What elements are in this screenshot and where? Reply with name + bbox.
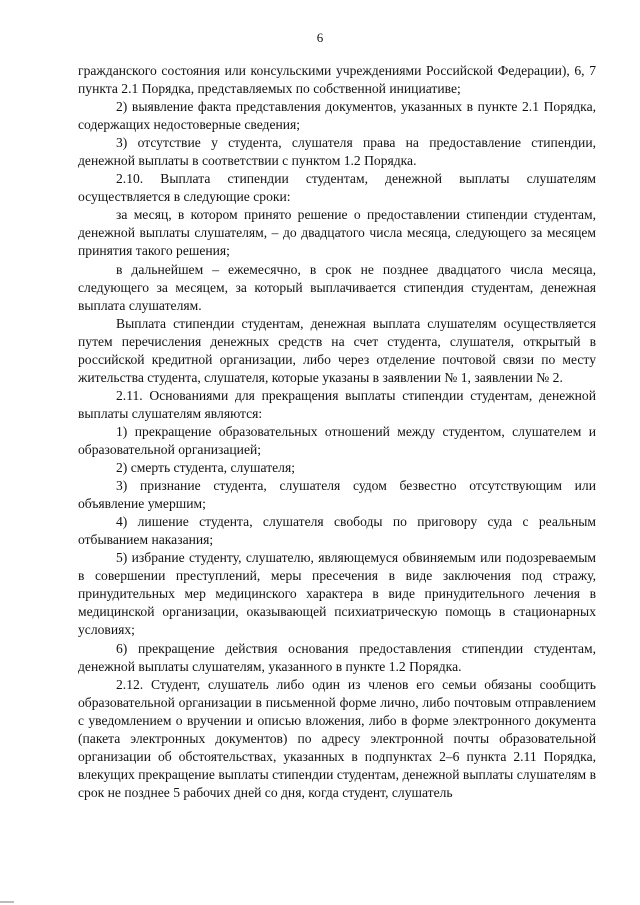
paragraph: 5) избрание студенту, слушателю, являющемуся обвиняемым или подозреваемым в совершении преступлений, меры пресечения в виде заключения под стражу, принудительных мер медицинского характера в виде принудительного лечения в медицинской организации, оказывающей психиатрическую помощь в стационарных условиях; bbox=[78, 550, 596, 638]
paragraph: 3) признание студента, слушателя судом безвестно отсутствующим или объявление умершим; bbox=[78, 478, 596, 512]
paragraph: 2.10. Выплата стипендии студентам, денежной выплаты слушателям осуществляется в следующие сроки: bbox=[78, 171, 596, 205]
paragraph: 2.11. Основаниями для прекращения выплаты стипендии студентам, денежной выплаты слушателям являются: bbox=[78, 387, 596, 421]
paragraph: 3) отсутствие у студента, слушателя права на предоставление стипендии, денежной выплаты в соответствии с пунктом 1.2 Порядка. bbox=[78, 135, 596, 169]
document-body bbox=[78, 62, 596, 802]
paragraph: 2) выявление факта представления документов, указанных в пункте 2.1 Порядка, содержащих недостоверные сведения; bbox=[78, 99, 596, 133]
paragraph: в дальнейшем – ежемесячно, в срок не позднее двадцатого числа месяца, следующего за месяцем, за который выплачивается стипендия студентам, денежная выплата слушателям. bbox=[78, 261, 596, 313]
paragraph: Выплата стипендии студентам, денежная выплата слушателям осуществляется путем перечисления денежных средств на счет студента, слушателя, открытый в российской кредитной организации, либо через отделение почтовой связи по месту жительства студента, слушателя, которые указаны в заявлении № 1, заявлении № 2. bbox=[78, 315, 596, 385]
paragraph: 2.12. Студент, слушатель либо один из членов его семьи обязаны сообщить образовательной организации в письменной форме лично, либо почтовым отправлением с уведомлением о вручении и описью вложения, либо в форме электронного документа (пакета электронных документов) по адресу электронной почты образовательной организации об обстоятельствах, указанных в подпунктах 2–6 пункта 2.11 Порядка, влекущих прекращение выплаты стипендии студентам, денежной выплаты слушателям в срок не позднее 5 рабочих дней со дня, когда студент, слушатель bbox=[78, 676, 596, 800]
scan-edge-mark bbox=[0, 901, 14, 903]
paragraph: за месяц, в котором принято решение о предоставлении стипендии студентам, денежной выплаты слушателям, – до двадцатого числа месяца, следующего за месяцем принятия такого решения; bbox=[78, 207, 596, 259]
paragraph: 1) прекращение образовательных отношений между студентом, слушателем и образовательной организацией; bbox=[78, 423, 596, 457]
paragraph: гражданского состояния или консульскими учреждениями Российской Федерации), 6, 7 пункта 2.1 Порядка, представляемых по собственной инициативе; bbox=[78, 63, 596, 97]
paragraph: 4) лишение студента, слушателя свободы по приговору суда с реальным отбыванием наказания; bbox=[78, 514, 596, 548]
paragraph: 2) смерть студента, слушателя; bbox=[116, 460, 295, 476]
page-number: 6 bbox=[316, 30, 324, 45]
paragraph: 6) прекращение действия основания предоставления стипендии студентам, денежной выплаты слушателям, указанного в пункте 1.2 Порядка. bbox=[78, 640, 596, 674]
